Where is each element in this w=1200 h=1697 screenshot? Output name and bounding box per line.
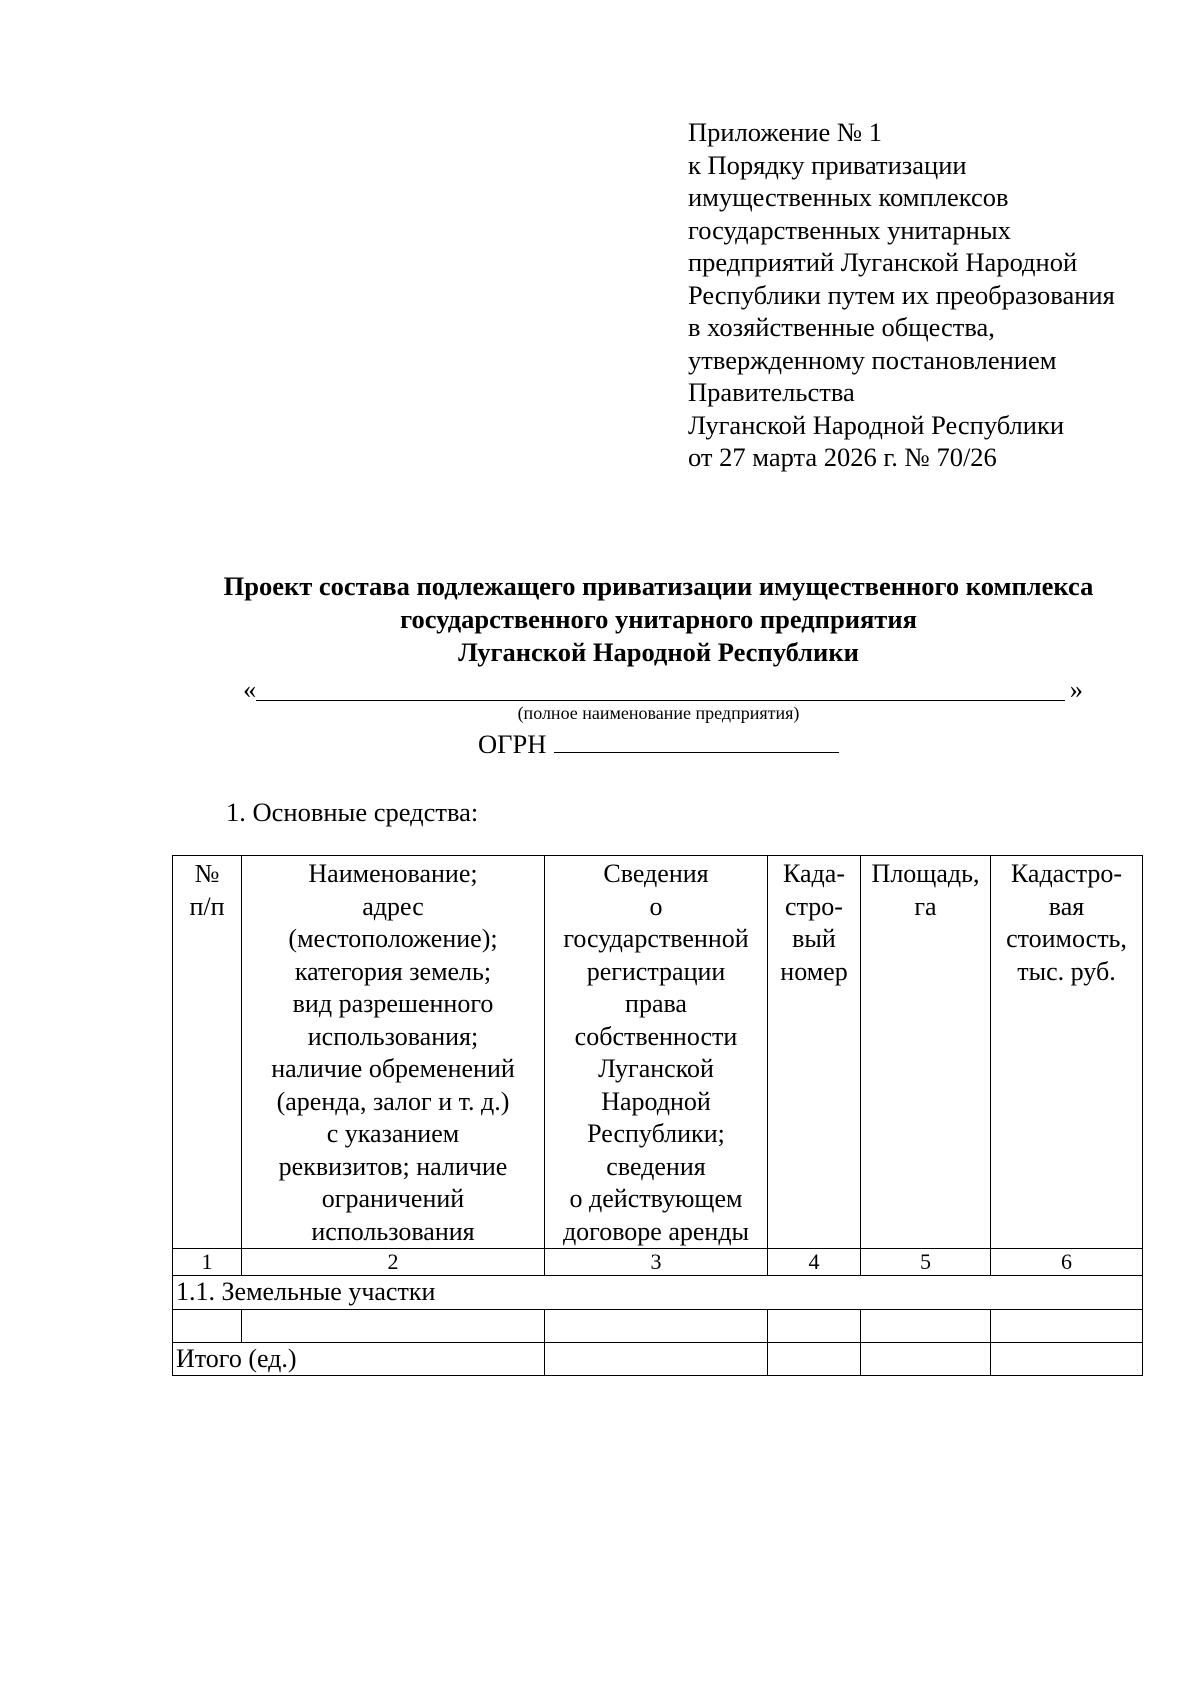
table-header-row <box>173 856 1143 1249</box>
section-title: 1. Основные средства: <box>226 797 479 827</box>
header-cell-area: Площадь, га <box>861 856 991 1249</box>
appendix-line: утвержденному постановлением <box>688 344 1057 375</box>
appendix-line: имущественных комплексов <box>688 182 1009 212</box>
total-row <box>173 1342 1143 1376</box>
enterprise-name-blank[interactable] <box>256 700 1065 701</box>
header-cell-name: Наименование; адрес (местоположение); категория земель; вид разрешенного использования; наличие обременений (аренда, залог и т. д.) с указанием реквизитов; наличие ограничений использования <box>242 856 545 1249</box>
appendix-line: Приложение № 1 <box>688 117 883 147</box>
header-cell-registration: Сведения о государственной регистрации права собственности Луганской Народной Республики; сведения о действующем договоре аренды <box>545 856 768 1249</box>
table-cell[interactable] <box>991 1309 1143 1342</box>
enterprise-name-field[interactable] <box>243 672 1083 706</box>
column-numbers-row <box>173 1249 1143 1276</box>
column-number-cell: 1 <box>173 1249 242 1276</box>
title-line: Луганской Народной Республики <box>458 637 859 667</box>
fixed-assets-table <box>172 855 1143 1376</box>
appendix-line: Республики путем их преобразования <box>688 279 1115 310</box>
table-cell[interactable] <box>768 1309 861 1342</box>
table-cell[interactable] <box>861 1309 991 1342</box>
appendix-note <box>688 116 1188 474</box>
table-cell[interactable] <box>545 1342 768 1376</box>
table-cell[interactable] <box>173 1309 242 1342</box>
appendix-line: в хозяйственные общества, <box>688 312 995 342</box>
close-quote: » <box>1069 674 1083 704</box>
column-number-cell: 6 <box>991 1249 1143 1276</box>
header-cell-cadastral-number: Када- стро- вый номер <box>768 856 861 1249</box>
table-row <box>173 1309 1143 1342</box>
ogrn-field[interactable] <box>478 727 839 761</box>
open-quote: « <box>243 674 257 704</box>
appendix-line: предприятий Луганской Народной <box>688 247 1078 277</box>
group-label: 1.1. Земельные участки <box>173 1276 1143 1310</box>
table-cell[interactable] <box>991 1342 1143 1376</box>
column-number-cell: 3 <box>545 1249 768 1276</box>
column-number-cell: 5 <box>861 1249 991 1276</box>
table-cell[interactable] <box>861 1342 991 1376</box>
title-line: государственного унитарного предприятия <box>400 604 917 634</box>
enterprise-name-caption: (полное наименование предприятия) <box>517 703 800 723</box>
document-title <box>0 570 1200 669</box>
appendix-line: от 27 марта 2026 г. № 70/26 <box>688 442 997 472</box>
table-cell[interactable] <box>242 1309 545 1342</box>
appendix-line: Луганской Народной Республики <box>688 409 1065 440</box>
group-row-land-plots <box>173 1276 1143 1310</box>
title-line: Проект состава подлежащего приватизации имущественного комплекса <box>223 571 1094 601</box>
appendix-line: государственных унитарных <box>688 214 1011 245</box>
total-label: Итого (ед.) <box>173 1342 545 1376</box>
column-number-cell: 2 <box>242 1249 545 1276</box>
ogrn-blank[interactable] <box>554 730 839 753</box>
appendix-line: к Порядку приватизации <box>688 149 967 180</box>
header-cell-number: № п/п <box>173 856 242 1249</box>
ogrn-label: ОГРН <box>478 729 547 759</box>
table-cell[interactable] <box>768 1342 861 1376</box>
header-cell-cadastral-value: Кадастро- вая стоимость, тыс. руб. <box>991 856 1143 1249</box>
table-cell[interactable] <box>545 1309 768 1342</box>
column-number-cell: 4 <box>768 1249 861 1276</box>
appendix-line: Правительства <box>688 377 855 407</box>
